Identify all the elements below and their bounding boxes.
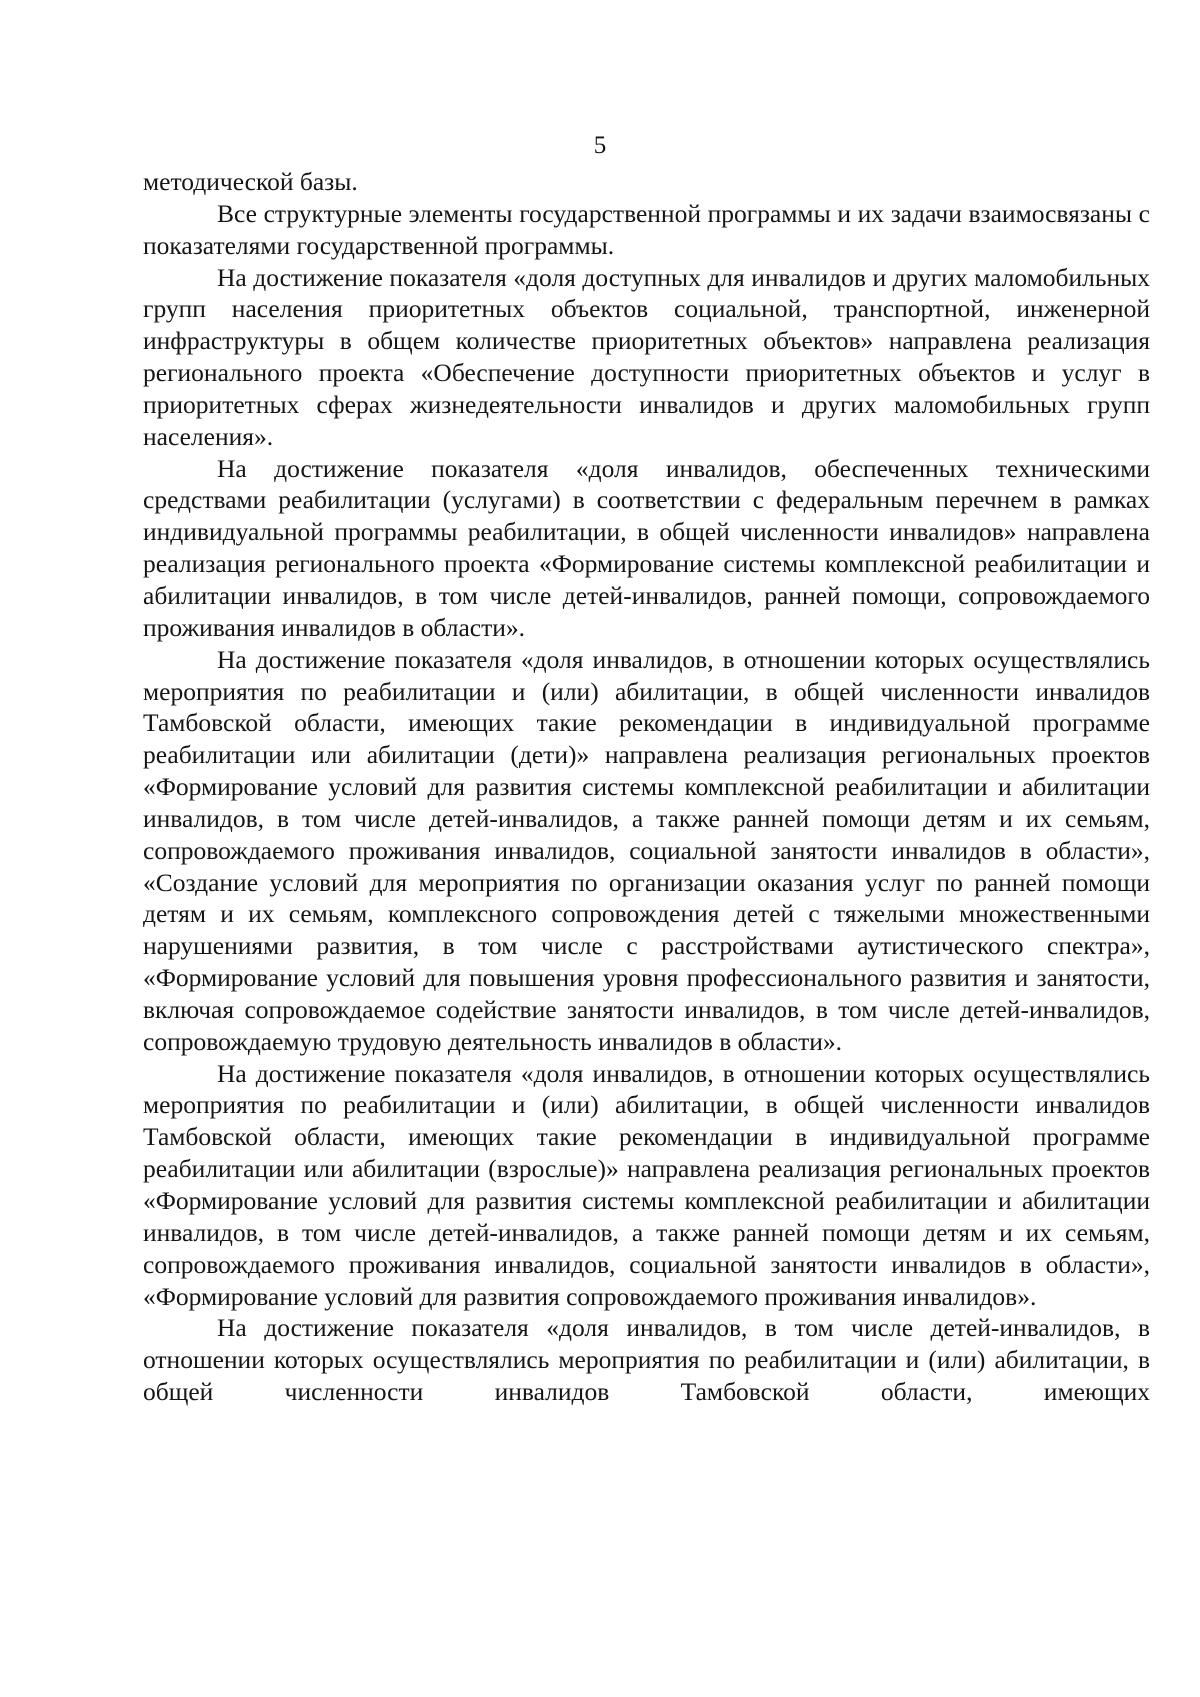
document-body [143, 166, 1150, 1408]
paragraph: На достижение показателя «доля инвалидов, обеспеченных техническими средствами реабилитации (услугами) в соответствии с федеральным перечнем в рамках индивидуальной программы реабилитации, в общей численности инвалидов» направлена реализация регионального проекта «Формирование системы комплексной реабилитации и абилитации инвалидов, в том числе детей-инвалидов, ранней помощи, сопровождаемого проживания инвалидов в области». [143, 453, 1150, 642]
paragraph: На достижение показателя «доля инвалидов, в отношении которых осуществлялись мероприятия по реабилитации и (или) абилитации, в общей численности инвалидов Тамбовской области, имеющих такие рекомендации в индивидуальной программе реабилитации или абилитации (взрослые)» направлена реализация региональных проектов «Формирование условий для развития системы комплексной реабилитации и абилитации инвалидов, в том числе детей-инвалидов, а также ранней помощи детям и их семьям, сопровождаемого проживания инвалидов, социальной занятости инвалидов в области», «Формирование условий для развития сопровождаемого проживания инвалидов». [143, 1058, 1150, 1311]
paragraph-continuation: методической базы. [143, 167, 358, 196]
page-number: 5 [593, 132, 607, 159]
paragraph: Все структурные элементы государственной программы и их задачи взаимосвязаны с показателями государственной программы. [143, 198, 1150, 260]
paragraph: На достижение показателя «доля доступных для инвалидов и других маломобильных групп населения приоритетных объектов социальной, транспортной, инженерной инфраструктуры в общем количестве приоритетных объектов» направлена реализация регионального проекта «Обеспечение доступности приоритетных объектов и услуг в приоритетных сферах жизнедеятельности инвалидов и других маломобильных групп населения». [143, 262, 1150, 451]
paragraph-continued: На достижение показателя «доля инвалидов, в том числе детей-инвалидов, в отношении которых осуществлялись мероприятия по реабилитации и (или) абилитации, в общей численности инвалидов Тамбовской области, имеющих [143, 1313, 1150, 1407]
paragraph: На достижение показателя «доля инвалидов, в отношении которых осуществлялись мероприятия по реабилитации и (или) абилитации, в общей численности инвалидов Тамбовской области, имеющих такие рекомендации в индивидуальной программе реабилитации или абилитации (дети)» направлена реализация региональных проектов «Формирование условий для развития системы комплексной реабилитации и абилитации инвалидов, в том числе детей-инвалидов, а также ранней помощи детям и их семьям, сопровождаемого проживания инвалидов, социальной занятости инвалидов в области», «Создание условий для мероприятия по организации оказания услуг по ранней помощи детям и их семьям, комплексного сопровождения детей с тяжелыми множественными нарушениями развития, в том числе с расстройствами аутистического спектра», «Формирование условий для повышения уровня профессионального развития и занятости, включая сопровождаемое содействие занятости инвалидов, в том числе детей-инвалидов, сопровождаемую трудовую деятельность инвалидов в области». [143, 644, 1150, 1056]
